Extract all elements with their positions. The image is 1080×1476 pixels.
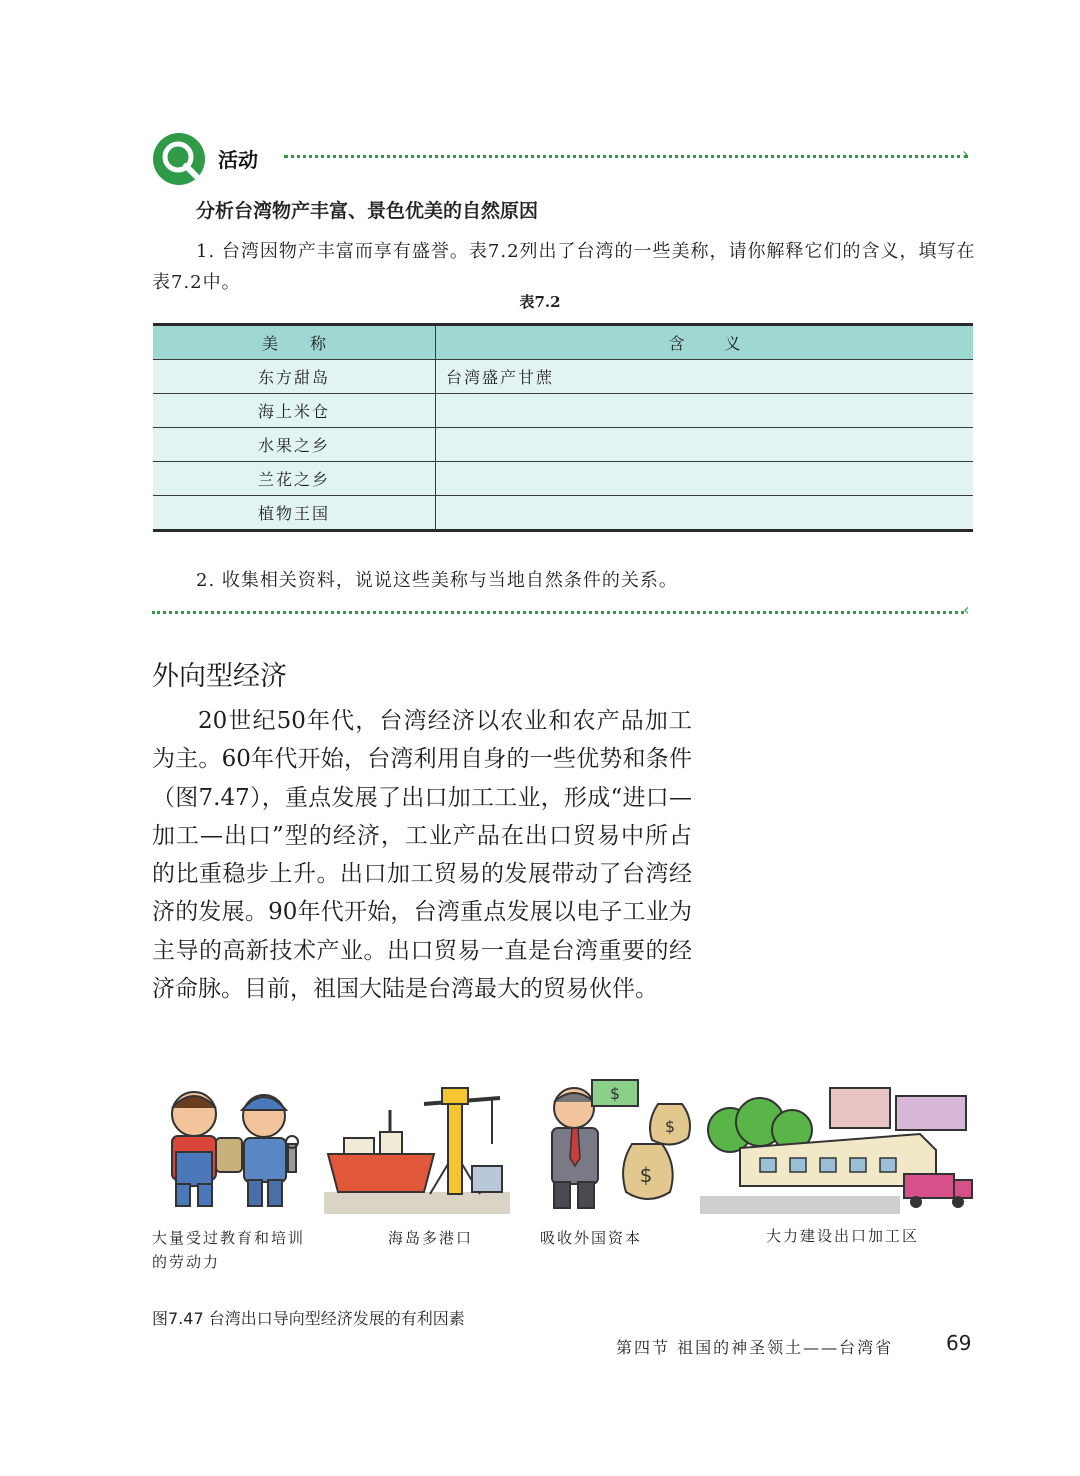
chevron-left-icon: ‹: [963, 600, 970, 619]
table-header-row: [153, 325, 973, 360]
body-paragraph: 20世纪50年代，台湾经济以农业和农产品加工为主。60年代开始，台湾利用自身的一些优势和条件（图7.47），重点发展了出口加工工业，形成“进口—加工—出口”型的经济，工业产品在出口贸易中所占的比重稳步上升。出口加工贸易的发展带动了台湾经济的发展。90年代开始，台湾重点发展以电子工业为主导的高新技术产业。出口贸易一直是台湾重要的经济命脉。目前，祖国大陆是台湾最大的贸易伙伴。: [152, 708, 692, 1003]
activity-bottom-divider: [152, 611, 964, 614]
figure-caption-labor: 大量受过教育和培训的劳动力: [152, 1229, 306, 1271]
table-cell-name: 植物王国: [153, 496, 436, 531]
svg-text:$: $: [609, 1084, 621, 1103]
illustration-processing-zone: [700, 1074, 980, 1214]
activity-label: 活动: [218, 148, 258, 172]
table-cell-meaning[interactable]: 台湾盛产甘蔗: [436, 360, 974, 394]
table-cell-name: 水果之乡: [153, 428, 436, 462]
table-header-meaning: 含义: [436, 325, 974, 360]
figure-caption-capital: 吸收外国资本: [540, 1229, 643, 1247]
footer-section-title: 第四节 祖国的神圣领土——台湾省: [616, 1338, 894, 1357]
table-cell-meaning[interactable]: [436, 394, 974, 428]
table-row: [153, 496, 973, 531]
figure-caption-zone: 大力建设出口加工区: [766, 1227, 920, 1245]
table-cell-meaning[interactable]: [436, 496, 974, 531]
nickname-table: [153, 323, 973, 532]
page-number: 69: [946, 1331, 972, 1355]
activity-top-divider: [284, 155, 968, 158]
table-cell-meaning[interactable]: [436, 462, 974, 496]
table-row: [153, 462, 973, 496]
activity-question-2: 2. 收集相关资料，说说这些美称与当地自然条件的关系。: [196, 570, 678, 591]
magnifier-icon: [152, 132, 206, 186]
illustration-capital: [522, 1074, 700, 1214]
table-cell-name: 海上米仓: [153, 394, 436, 428]
section-heading: 外向型经济: [152, 661, 287, 692]
table-row: [153, 394, 973, 428]
figure-caption-ports: 海岛多港口: [388, 1229, 474, 1247]
table-cell-name: 东方甜岛: [153, 360, 436, 394]
illustration-harbor: [324, 1074, 510, 1214]
chevron-right-icon: ›: [962, 144, 969, 163]
table-caption: 表7.2: [519, 293, 561, 311]
illustration-workers: [150, 1074, 318, 1214]
table-cell-name: 兰花之乡: [153, 462, 436, 496]
table-row: [153, 428, 973, 462]
svg-text:$: $: [664, 1117, 676, 1136]
svg-text:$: $: [639, 1163, 653, 1187]
table-header-name: 美称: [153, 325, 436, 360]
activity-question-1: 1. 台湾因物产丰富而享有盛誉。表7.2列出了台湾的一些美称，请你解释它们的含义，填写在表7.2中。: [152, 241, 976, 293]
table-cell-meaning[interactable]: [436, 428, 974, 462]
activity-title: 分析台湾物产丰富、景色优美的自然原因: [196, 200, 539, 222]
figure-title: 图7.47 台湾出口导向型经济发展的有利因素: [152, 1309, 465, 1328]
table-row: [153, 360, 973, 394]
